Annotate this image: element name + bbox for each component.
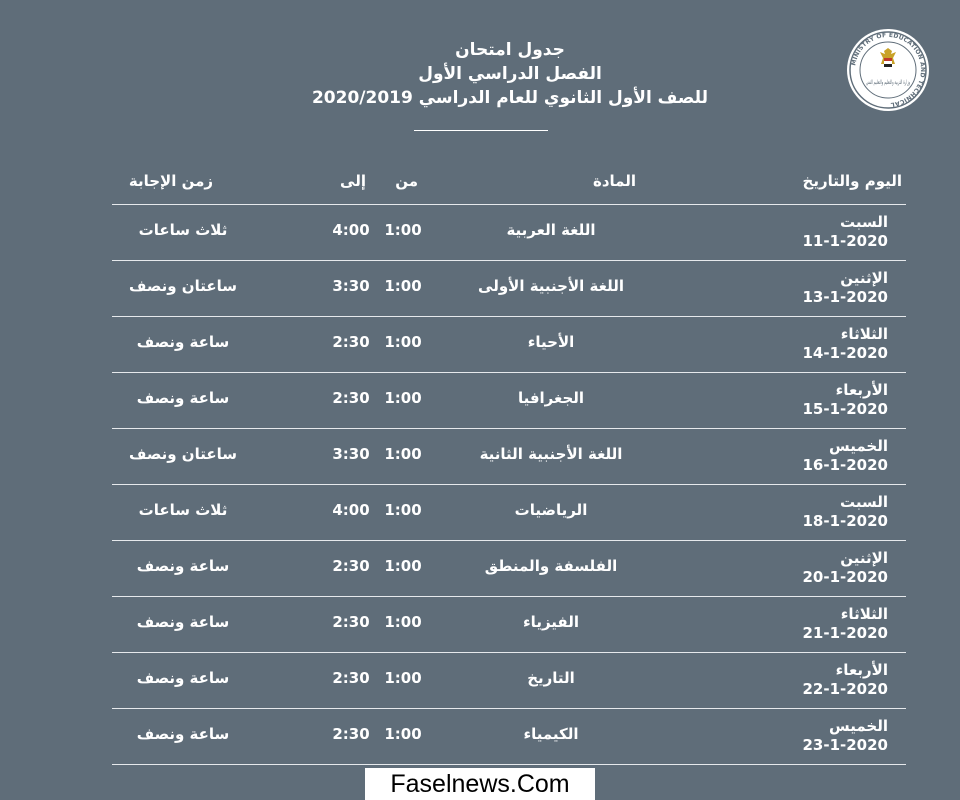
column-header-duration: زمن الإجابة (128, 172, 213, 190)
header-divider (414, 130, 548, 131)
duration-cell: ساعة ونصف (136, 333, 230, 351)
end-time-cell: 4:00 (332, 501, 370, 519)
duration-cell: ساعتان ونصف (128, 445, 237, 463)
duration-cell: ثلاث ساعات (138, 221, 228, 239)
end-time-cell: 4:00 (332, 221, 370, 239)
subject-cell: الفلسفة والمنطق (484, 557, 618, 575)
table-body (112, 205, 906, 765)
subject-cell: الأحياء (527, 333, 575, 351)
subject-cell: اللغة العربية (506, 221, 596, 239)
table-row (112, 429, 906, 485)
end-time-cell: 2:30 (332, 613, 370, 631)
day-date-cell (802, 493, 888, 531)
end-time-cell: 3:30 (332, 277, 370, 295)
start-time-cell: 1:00 (384, 333, 422, 351)
day-name: الإثنين (840, 269, 888, 287)
duration-cell: ساعتان ونصف (128, 277, 237, 295)
day-name: السبت (839, 493, 888, 511)
column-header-day: اليوم والتاريخ (802, 172, 902, 190)
table-header-row (112, 162, 906, 205)
duration-cell: ساعة ونصف (136, 389, 230, 407)
end-time-cell: 2:30 (332, 557, 370, 575)
exam-date: 18-1-2020 (802, 512, 888, 530)
exam-date: 11-1-2020 (802, 232, 888, 250)
day-date-cell (802, 381, 888, 419)
table-row (112, 317, 906, 373)
day-date-cell (802, 661, 888, 699)
start-time-cell: 1:00 (384, 725, 422, 743)
day-name: السبت (839, 213, 888, 231)
start-time-cell: 1:00 (384, 613, 422, 631)
start-time-cell: 1:00 (384, 389, 422, 407)
day-name: الأربعاء (835, 661, 888, 679)
day-name: الخميس (829, 437, 888, 455)
day-date-cell (802, 549, 888, 587)
subject-cell: الرياضيات (514, 501, 588, 519)
end-time-cell: 2:30 (332, 389, 370, 407)
header-title: جدول امتحان (455, 40, 565, 60)
exam-date: 20-1-2020 (802, 568, 888, 586)
subject-cell: الجغرافيا (517, 389, 585, 407)
day-name: الثلاثاء (840, 325, 888, 343)
start-time-cell: 1:00 (384, 669, 422, 687)
column-header-subject: المادة (592, 172, 636, 190)
day-date-cell (802, 269, 888, 307)
seal-center-text: وزارة التربية والتعليم والتعليم الفني (866, 79, 911, 86)
subject-cell: التاريخ (527, 669, 575, 687)
table-row (112, 261, 906, 317)
duration-cell: ساعة ونصف (136, 725, 230, 743)
subject-cell: الكيمياء (523, 725, 579, 743)
header-semester: الفصل الدراسي الأول (418, 64, 602, 84)
seal-ring-text: MINISTRY OF EDUCATION AND TECHNICAL (850, 31, 927, 108)
start-time-cell: 1:00 (384, 277, 422, 295)
day-date-cell (802, 325, 888, 363)
duration-cell: ساعة ونصف (136, 557, 230, 575)
day-name: الإثنين (840, 549, 888, 567)
subject-cell: اللغة الأجنبية الأولى (478, 277, 624, 295)
duration-cell: ساعة ونصف (136, 613, 230, 631)
start-time-cell: 1:00 (384, 501, 422, 519)
exam-schedule-header (250, 38, 770, 110)
duration-cell: ساعة ونصف (136, 669, 230, 687)
end-time-cell: 3:30 (332, 445, 370, 463)
column-header-to: إلى (340, 172, 366, 190)
table-row (112, 709, 906, 765)
exam-date: 16-1-2020 (802, 456, 888, 474)
exam-date: 15-1-2020 (802, 400, 888, 418)
exam-date: 14-1-2020 (802, 344, 888, 362)
ministry-seal-icon (846, 28, 930, 112)
table-row (112, 597, 906, 653)
header-grade-year: للصف الأول الثانوي للعام الدراسي 2020/2019 (311, 88, 709, 108)
day-name: الخميس (829, 717, 888, 735)
column-header-from: من (395, 172, 418, 190)
table-row (112, 541, 906, 597)
subject-cell: اللغة الأجنبية الثانية (479, 445, 623, 463)
day-date-cell (802, 605, 888, 643)
table-row (112, 485, 906, 541)
start-time-cell: 1:00 (384, 445, 422, 463)
start-time-cell: 1:00 (384, 221, 422, 239)
day-name: الثلاثاء (840, 605, 888, 623)
day-date-cell (802, 717, 888, 755)
day-date-cell (802, 437, 888, 475)
start-time-cell: 1:00 (384, 557, 422, 575)
ministry-logo (846, 28, 930, 112)
exam-date: 23-1-2020 (802, 736, 888, 754)
day-name: الأربعاء (835, 381, 888, 399)
table-row (112, 653, 906, 709)
end-time-cell: 2:30 (332, 333, 370, 351)
exam-date: 13-1-2020 (802, 288, 888, 306)
exam-schedule-table (112, 162, 906, 765)
exam-date: 22-1-2020 (802, 680, 888, 698)
table-row (112, 373, 906, 429)
duration-cell: ثلاث ساعات (138, 501, 228, 519)
exam-date: 21-1-2020 (802, 624, 888, 642)
site-watermark: Faselnews.Com (365, 768, 595, 800)
end-time-cell: 2:30 (332, 725, 370, 743)
subject-cell: الفيزياء (523, 613, 579, 631)
table-row (112, 205, 906, 261)
day-date-cell (802, 213, 888, 251)
end-time-cell: 2:30 (332, 669, 370, 687)
